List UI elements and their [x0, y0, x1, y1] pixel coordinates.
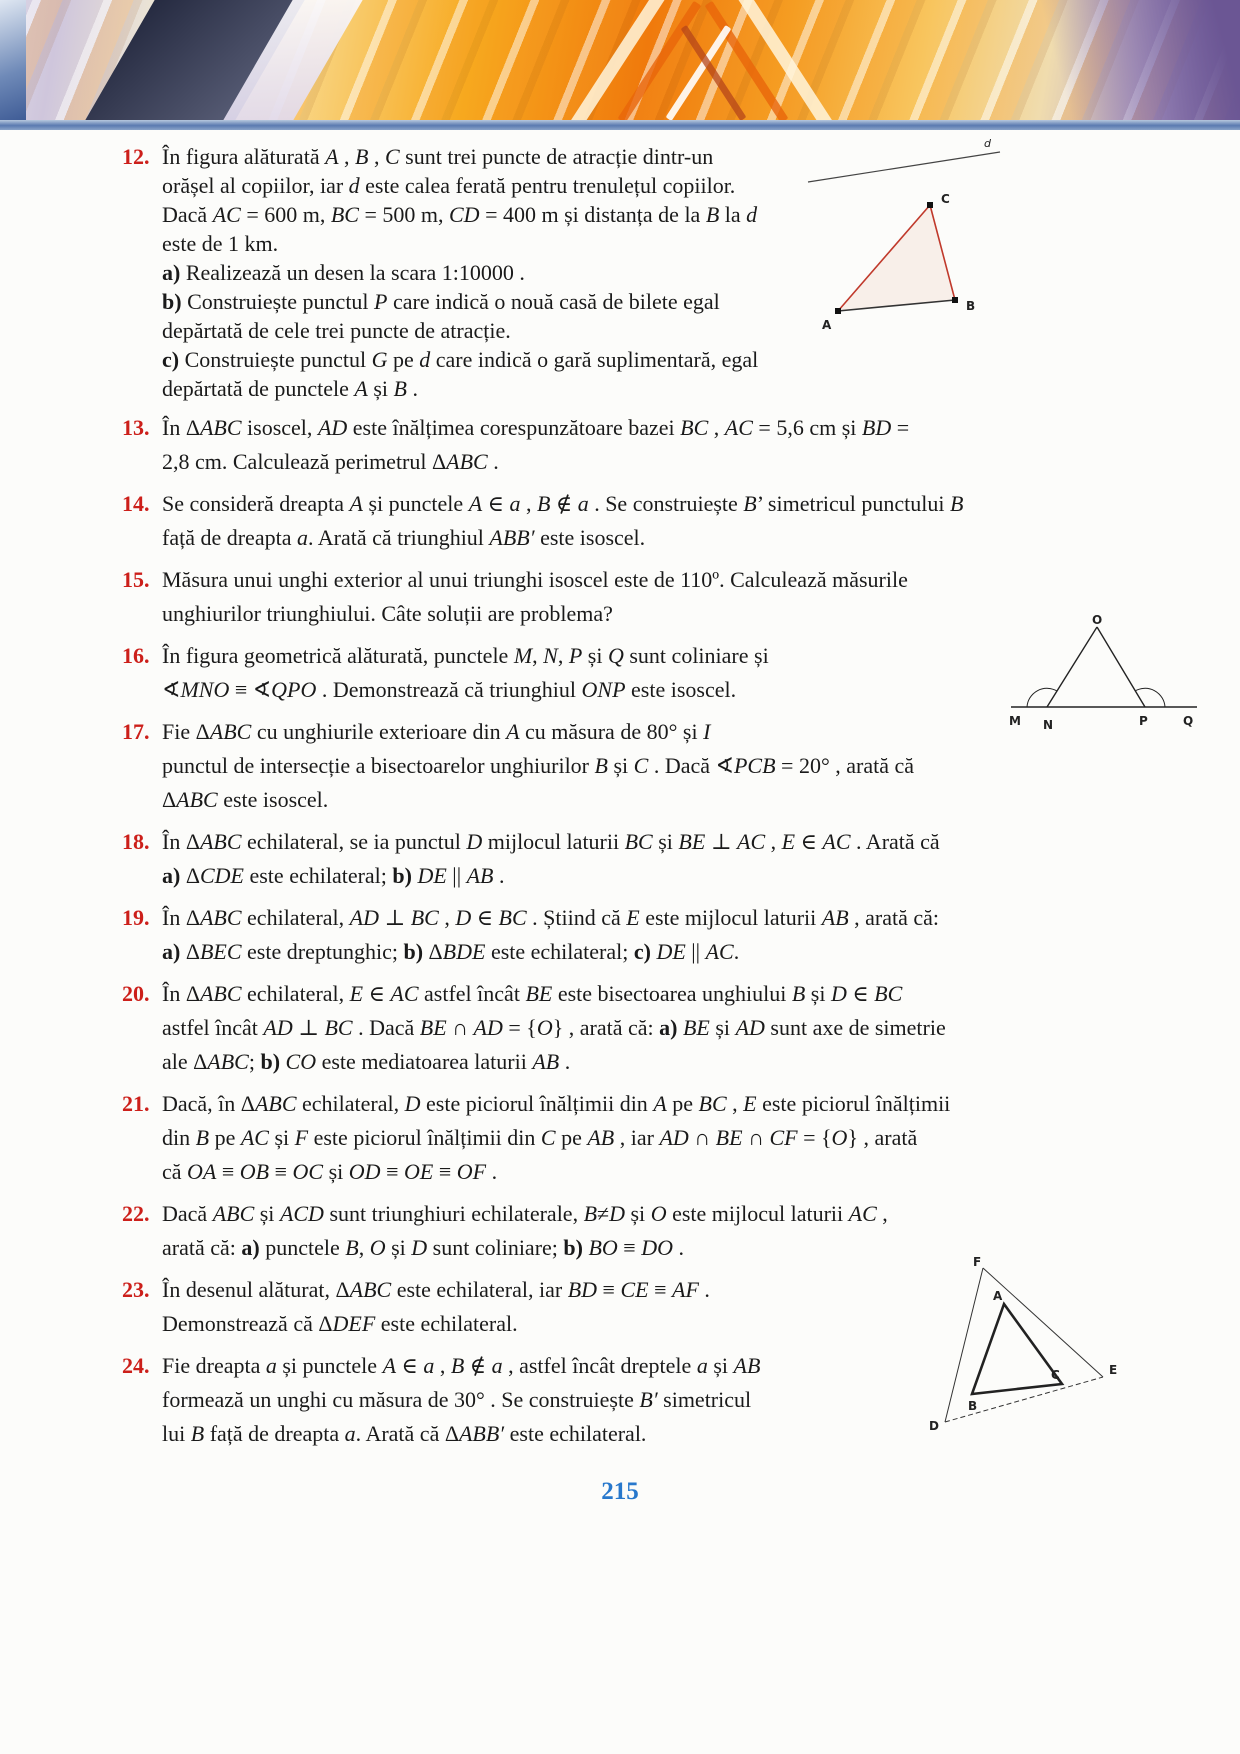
problem-line: din B pe AC și F este piciorul înălțimii din C pe AB , iar AD ∩ BE ∩ CF = {O} , arată [162, 1125, 918, 1150]
problem-21 [122, 1087, 1127, 1189]
problem-line: Fie ΔABC cu unghiurile exterioare din A cu măsura de 80° și I [162, 719, 711, 744]
problem-line: În desenul alăturat, ΔABC este echilateral, iar BD ≡ CE ≡ AF . [162, 1277, 710, 1302]
problem-18 [122, 825, 1127, 893]
problem-22 [122, 1197, 1127, 1265]
figure23-label-e: E [1109, 1363, 1118, 1377]
problem-number: 24. [122, 1353, 150, 1378]
problem-number: 23. [122, 1277, 150, 1302]
problem-13 [122, 411, 1127, 479]
problem-line: formează un unghi cu măsura de 30° . Se construiește B′ simetricul [162, 1387, 752, 1412]
problem-19 [122, 901, 1127, 969]
problem-line: În figura alăturată A , B , C sunt trei puncte de atracție dintr-un [162, 144, 714, 169]
problem-line: Demonstrează că ΔDEF este echilateral. [162, 1311, 518, 1336]
problem-line: a) ΔCDE este echilateral; b) DE || AB . [162, 863, 505, 888]
figure23-label-c: C [1051, 1368, 1060, 1382]
problem-number: 16. [122, 643, 150, 668]
problem-line: lui B față de dreapta a. Arată că ΔABB′ este echilateral. [162, 1421, 647, 1446]
problem-line: Măsura unui unghi exterior al unui triunghi isoscel este de 110º. Calculează măsurile [162, 567, 908, 592]
problem-line: a) Realizează un desen la scara 1:10000 . [162, 260, 525, 285]
header-divider-bar [0, 120, 1240, 130]
figure12-label-a: A [822, 318, 832, 332]
figure16-label-o: O [1092, 615, 1103, 627]
figure23-label-b: B [968, 1399, 978, 1413]
figure-problem-12 [800, 133, 1130, 353]
problem-line: ale ΔABC; b) CO este mediatoarea laturii AB . [162, 1049, 571, 1074]
problem-number: 21. [122, 1091, 150, 1116]
problem-line: față de dreapta a. Arată că triunghiul ABB′ este isoscel. [162, 525, 646, 550]
figure12-label-d: d [984, 137, 991, 150]
problem-15 [122, 563, 1127, 631]
triangle-abc-def-drawing [925, 1256, 1125, 1446]
problem-number: 17. [122, 719, 150, 744]
problem-line: Dacă ABC și ACD sunt triunghiuri echilaterale, B≠D și O este mijlocul laturii AC , [162, 1201, 888, 1226]
figure16-label-q: Q [1183, 714, 1194, 728]
problem-line: În ΔABC isoscel, AD este înălțimea corespunzătoare bazei BC , AC = 5,6 cm și BD = [162, 415, 910, 440]
problem-16 [122, 639, 1127, 707]
problem-number: 20. [122, 981, 150, 1006]
page-number: 215 [601, 1478, 639, 1505]
problem-line: orășel al copiilor, iar d este calea ferată pentru trenulețul copiilor. [162, 173, 736, 198]
header-banner [0, 0, 1240, 120]
problem-line: Fie dreapta a și punctele A ∈ a , B ∉ a , astfel încât dreptele a și AB [162, 1353, 761, 1378]
banner-purple-shape [1005, 0, 1240, 120]
figure16-label-p: P [1139, 714, 1148, 728]
problem-line: În ΔABC echilateral, AD ⊥ BC , D ∈ BC . Știind că E este mijlocul laturii AB , arată că: [162, 905, 940, 930]
figure16-label-n: N [1043, 718, 1054, 732]
figure12-label-c: C [941, 192, 950, 206]
problem-line: este de 1 km. [162, 231, 279, 256]
banner-left-strip [0, 0, 26, 120]
figure16-label-m: M [1009, 714, 1021, 728]
problem-line: b) Construiește punctul P care indică o nouă casă de bilete egal [162, 289, 720, 314]
problem-line: depărtată de cele trei puncte de atracție. [162, 318, 511, 343]
problem-number: 22. [122, 1201, 150, 1226]
problem-line: punctul de intersecție a bisectoarelor unghiurilor B și C . Dacă ∢PCB = 20° , arată că [162, 753, 914, 778]
problem-line: ΔABC este isoscel. [162, 787, 329, 812]
problem-20 [122, 977, 1127, 1079]
problem-line: În ΔABC echilateral, E ∈ AC astfel încât BE este bisectoarea unghiului B și D ∈ BC [162, 981, 903, 1006]
problem-14 [122, 487, 1127, 555]
figure12-label-b: B [966, 299, 976, 313]
problem-line: Se consideră dreapta A și punctele A ∈ a , B ∉ a . Se construiește B’ simetricul punctului B [162, 491, 964, 516]
problem-line: Dacă AC = 600 m, BC = 500 m, CD = 400 m și distanța de la B la d [162, 202, 758, 227]
triangle-abc-line-d-drawing [800, 133, 1130, 348]
problem-line: că OA ≡ OB ≡ OC și OD ≡ OE ≡ OF . [162, 1159, 498, 1184]
problem-number: 12. [122, 144, 150, 169]
problem-line: c) Construiește punctul G pe d care indică o gară suplimentară, egal [162, 347, 759, 372]
problem-line: În ΔABC echilateral, se ia punctul D mijlocul laturii BC și BE ⊥ AC , E ∈ AC . Arată că [162, 829, 940, 854]
problem-number: 18. [122, 829, 150, 854]
problem-line: În figura geometrică alăturată, punctele M, N, P și Q sunt coliniare și [162, 643, 769, 668]
problem-line: astfel încât AD ⊥ BC . Dacă BE ∩ AD = {O} , arată că: a) BE și AD sunt axe de simetrie [162, 1015, 946, 1040]
figure-problem-23 [925, 1256, 1125, 1451]
problem-line: Dacă, în ΔABC echilateral, D este piciorul înălțimii din A pe BC , E este piciorul înălțimii [162, 1091, 951, 1116]
problem-line: ∢MNO ≡ ∢QPO . Demonstrează că triunghiul ONP este isoscel. [162, 677, 737, 702]
problem-number: 13. [122, 415, 150, 440]
problem-line: unghiurilor triunghiului. Câte soluții are problema? [162, 601, 613, 626]
problem-line: 2,8 cm. Calculează perimetrul ΔABC . [162, 449, 499, 474]
problem-line: arată că: a) punctele B, O și D sunt coliniare; b) BO ≡ DO . [162, 1235, 684, 1260]
figure23-label-d: D [929, 1419, 939, 1433]
triangle-onp-drawing [1005, 615, 1200, 733]
problem-17 [122, 715, 1127, 817]
problem-line: depărtată de punctele A și B . [162, 376, 418, 401]
figure-problem-16 [1005, 615, 1200, 738]
figure23-label-a: A [993, 1289, 1003, 1303]
problem-number: 14. [122, 491, 150, 516]
problem-number: 19. [122, 905, 150, 930]
problem-number: 15. [122, 567, 150, 592]
figure23-label-f: F [973, 1256, 982, 1269]
problem-line: a) ΔBEC este dreptunghic; b) ΔBDE este echilateral; c) DE || AC. [162, 939, 740, 964]
